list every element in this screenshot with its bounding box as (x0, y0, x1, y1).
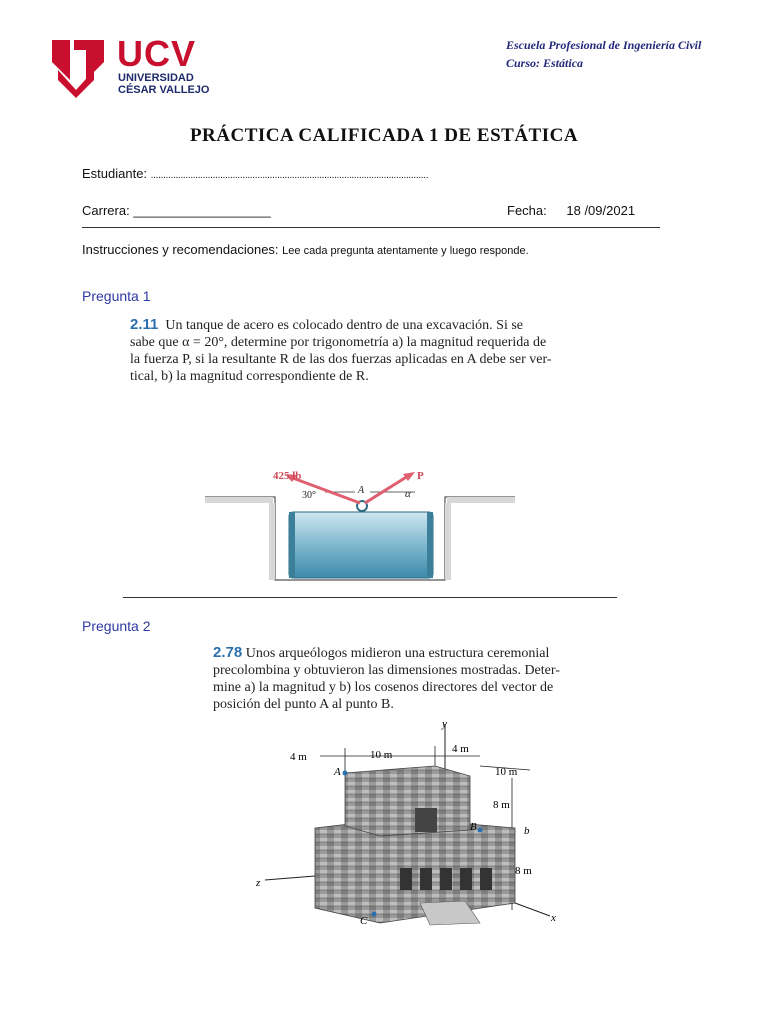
y-axis-label: y (442, 718, 447, 730)
dim-4m-right: 4 m (452, 743, 469, 755)
z-axis (265, 876, 315, 880)
force-425-label: 425 lb (273, 470, 302, 482)
question1-line3: la fuerza P, si la resultante R de las dos fuerzas aplicadas en A debe ser ver- (130, 352, 552, 367)
question1-line1 (130, 316, 600, 334)
question2-line4: posición del punto A al punto B. (213, 697, 394, 712)
date-label: Fecha: (507, 203, 547, 218)
question1-statement (130, 316, 600, 385)
career-field[interactable]: ___________________ (133, 203, 271, 218)
point-a-label: A (358, 485, 365, 496)
school-info (506, 36, 701, 72)
question1-divider (123, 597, 617, 598)
question1-number: 2.11 (130, 316, 159, 333)
dim-8m-lower: 8 m (515, 865, 532, 877)
course-name: Curso: Estática (506, 56, 584, 70)
steel-tank (289, 512, 433, 578)
x-axis-label: x (551, 912, 556, 924)
dim-10m-right: 10 m (495, 766, 518, 778)
point-b-lower-label: b (524, 825, 530, 837)
logo-text: UCV (117, 33, 197, 74)
question1-figure (205, 462, 515, 586)
x-axis (515, 903, 550, 916)
question1-line1-text: Un tanque de acero es colocado dentro de una excavación. Si se (165, 318, 524, 333)
logo-sub-line2: CÉSAR VALLEJO (118, 84, 210, 96)
question2-statement (213, 644, 603, 713)
school-name: Escuela Profesional de Ingeniería Civil (506, 38, 702, 52)
dim-8m-upper: 8 m (493, 799, 510, 811)
question2-line3: mine a) la magnitud y b) los cosenos directores del vector de (213, 680, 554, 695)
student-field[interactable]: ................................................................................................................ (150, 170, 429, 181)
instructions-text: Lee cada pregunta atentamente y luego responde. (282, 245, 529, 257)
upper-block (345, 766, 470, 836)
question1-heading: Pregunta 1 (82, 288, 151, 304)
career-label: Carrera: (82, 203, 130, 218)
dim-10m-top: 10 m (370, 749, 393, 761)
angle-30-label: 30° (302, 490, 316, 501)
question2-heading: Pregunta 2 (82, 618, 151, 634)
career-row (82, 203, 271, 218)
ucv-logo-mark (50, 36, 108, 100)
dim-4m-left: 4 m (290, 751, 307, 763)
instructions-label: Instrucciones y recomendaciones: (82, 242, 279, 257)
z-axis-label: z (256, 877, 261, 889)
student-label: Estudiante: (82, 166, 148, 181)
question1-line4: tical, b) la magnitud correspondiente de R. (130, 369, 369, 384)
force-p-arrow (365, 476, 408, 503)
angle-alpha-label: α (405, 488, 411, 500)
logo-university-name (118, 72, 209, 96)
student-row (82, 166, 428, 181)
logo-sub-line1: UNIVERSIDAD (118, 72, 194, 84)
question2-line1 (213, 644, 603, 662)
question2-line1-text: Unos arqueólogos midieron una estructura ceremonial (245, 646, 550, 661)
question2-line2: precolombina y obtuvieron las dimensiones mostradas. Deter- (213, 663, 560, 678)
question2-figure (250, 718, 570, 936)
instructions (82, 242, 529, 257)
question2-number: 2.78 (213, 644, 243, 661)
point-b-label: B (470, 821, 477, 833)
force-p-label: P (417, 470, 424, 482)
question1-line2: sabe que α = 20°, determine por trigonometría a) la magnitud requerida de (130, 335, 547, 350)
date-value: 18 /09/2021 (566, 203, 636, 218)
date-row (507, 203, 635, 218)
page-title: PRÁCTICA CALIFICADA 1 DE ESTÁTICA (189, 125, 579, 146)
point-a-label: A (334, 766, 341, 778)
header-divider (82, 227, 660, 228)
point-c-label: C (360, 915, 368, 927)
